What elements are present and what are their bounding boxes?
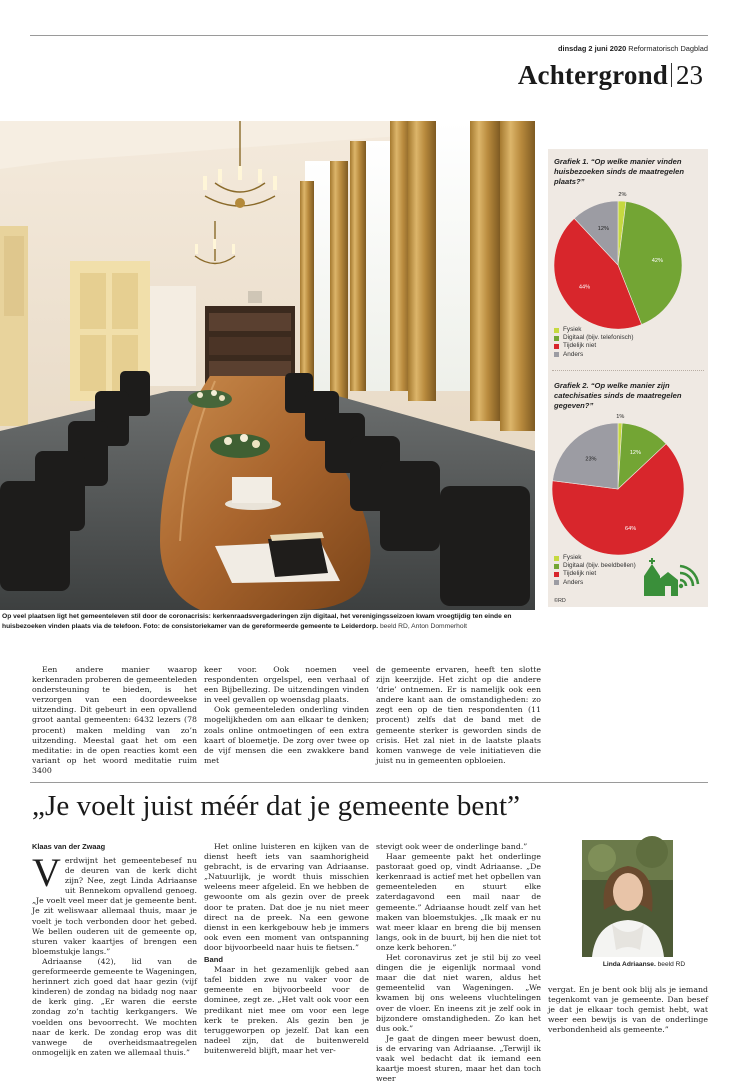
chart1-title <box>554 157 704 186</box>
chart1-legend-item-0 <box>554 326 704 334</box>
header-dateline <box>470 44 708 53</box>
feature-headline: „Je voelt juist méér dat je gemeente bent” <box>32 790 521 822</box>
feature-col1-p1-text: erdwijnt het gemeentebesef nu de deuren van de kerk dicht zijn? Nee, zegt Linda Adriaanse uit Bennekom opvallend genoeg. „Je voelt veel meer dat je gemeente bent. Je zit weliswaar allemaal thuis, maar je voelt je toch verbonden door het gebed. We bellen ouderen uit de gemeente op, sturen vaker kaartjes of brengen een bloemstukje langs.” <box>32 856 197 956</box>
top-rule <box>30 35 708 36</box>
chart1-slice-label-1: 42% <box>651 258 663 265</box>
feature-col3-p3: Je gaat de dingen meer bewust doen, is de ervaring van Adriaanse. „Terwijl ik vaak wel bedacht dat ik iemand een kaartje moest sturen, maar het dan toch weer <box>376 1033 541 1084</box>
feature-col3-p0: stevigt ook weer de onderlinge band.” <box>376 842 528 851</box>
consistory-room-photo <box>0 121 535 610</box>
chart2-legend-swatch-3 <box>554 580 559 585</box>
feature-col2-p1: Het online luisteren en kijken van de dienst heeft iets van saamhorigheid gebracht, is de ervaring van Adriaanse. „Natuurlijk, je wordt thuis misschien weleens meer afgeleid. En we hebben de gewoonte om als gezin over de preek door te praten. Dat doe je nu niet meer direct na de preek. Na een gewone dienst in een kerkgebouw heb je immers ook even een moment van ontspanning door bijvoorbeeld naar huis te fietsen.” <box>204 842 369 952</box>
feature-col3 <box>376 842 541 1084</box>
chart1-legend-item-2 <box>554 342 704 350</box>
portrait-caption <box>580 961 708 968</box>
feature-col1-p2: Adriaanse (42), lid van de gereformeerde gemeente te Wageningen, herinnert zich goed dat haar gezin (vijf kinderen) de zondag na bidadg nog naar de kerk ging. „Er waren die eerste zondag zo’n tachtig kerkgangers. We voelden ons bevoorrecht. We mochten naar de kerk. De zondag erop was dit vanwege de overheidsmaatregelen onmogelijk en zaten we allemaal thuis.” <box>32 956 197 1057</box>
church-wifi-icon <box>640 558 698 596</box>
chart1-legend-item-3 <box>554 351 704 359</box>
chart2-pie <box>548 415 708 559</box>
feature-col4 <box>548 985 708 1035</box>
top-article-col2 <box>204 665 369 766</box>
feature-dropcap: V <box>32 850 61 895</box>
top-article-col2-text-b: Ook gemeenteleden onderling vinden mogelijkheden om aan elkaar te denken; zoals online ontmoetingen of een extra kaart of bloemetje. De zorg over twee op de vijf mensen die een zwakkere band met <box>204 705 369 765</box>
section-title: Achtergrond <box>517 60 668 90</box>
page-number: 23 <box>676 60 703 90</box>
charts-panel <box>548 149 708 607</box>
chart1-legend-label-2: Tijdelijk niet <box>563 342 597 350</box>
chart1-legend-swatch-0 <box>554 328 559 333</box>
chart1-legend <box>554 326 704 359</box>
feature-byline: Klaas van der Zwaag <box>32 842 106 851</box>
chart2-slice-label-0: 1% <box>616 414 625 421</box>
portrait-photo <box>582 840 673 957</box>
header-date: dinsdag 2 juni 2020 <box>558 44 627 53</box>
chart1-legend-swatch-3 <box>554 352 559 357</box>
photo-caption-credit: beeld RD, Anton Dommerholt <box>378 622 467 630</box>
feature-col1 <box>32 850 197 1058</box>
feature-col2-subheading: Band <box>204 955 223 965</box>
chart2-legend-label-3: Anders <box>563 578 584 586</box>
chart1-legend-label-3: Anders <box>563 350 584 358</box>
feature-col3-p2: Het coronavirus zet je stil bij zo veel dingen die je eigenlijk normaal vond maar die dat niet waren, aldus het gemeentelid van Wageningen. „We kwamen bij ons weleens vluchtelingen over de vloer. En ineens zit je zelf ook in bijzondere omstandigheden. Zo kan het dus ook.” <box>376 953 541 1033</box>
chart1-slice-label-0: 2% <box>618 192 627 199</box>
chart1-title-lead: Grafiek 1. <box>554 157 589 166</box>
top-article-col3 <box>376 665 541 766</box>
charts-credit: ©RD <box>554 598 566 604</box>
chart2-slice-label-1: 12% <box>629 449 642 456</box>
feature-col4-text: vergat. En je bent ook blij als je iemand tegenkomt van je gemeente. Dan besef je dat je elkaar toch gemist hebt, wat weer een bewijs is van de onderlinge verbondenheid als gemeente.” <box>548 985 708 1035</box>
feature-col2 <box>204 842 369 1056</box>
portrait-credit: beeld RD <box>655 961 686 968</box>
chart1-pie <box>548 193 708 333</box>
chart1-slice-label-2: 44% <box>578 284 591 291</box>
chart1-legend-swatch-2 <box>554 344 559 349</box>
chart2-legend-label-2: Tijdelijk niet <box>563 570 597 578</box>
chart2-title <box>554 381 704 410</box>
article-divider <box>30 782 708 783</box>
chart1-title-text: “Op welke manier vinden huisbezoeken sinds de maatregelen plaats?” <box>554 157 684 186</box>
chart2-slice-label-2: 64% <box>625 525 637 532</box>
chart1-slice-label-3: 12% <box>597 226 609 233</box>
top-article-col1 <box>32 665 197 776</box>
chart1-legend-label-1: Digitaal (bijv. telefonisch) <box>563 334 634 342</box>
section-separator <box>671 63 672 87</box>
header-newspaper: Reformatorisch Dagblad <box>628 44 708 53</box>
chart1-legend-item-1 <box>554 334 704 342</box>
chart2-legend-label-0: Fysiek <box>563 554 582 561</box>
chart2-legend-label-1: Digitaal (bijv. beeldbellen) <box>563 562 636 570</box>
chart2-title-lead: Grafiek 2. <box>554 381 589 390</box>
chart1-legend-label-0: Fysiek <box>563 326 582 333</box>
feature-col1-p1 <box>32 850 197 957</box>
chart-separator <box>552 370 704 371</box>
feature-col3-p1: Haar gemeente pakt het onderlinge pastoraat goed op, vindt Adriaanse. „De kerkenraad is actief met het opbellen van gemeenteleden en stuurt elke zaterdagavond een mail naar de gemeente.” Adriaanse houdt zelf van het maken van bloemstukjes. „Ik maak er nu wat meer klaar en breng die bij mensen langs, ook in de buurt, bij hen die niet tot onze kerk behoren.” <box>376 852 541 952</box>
chart2-legend-swatch-0 <box>554 556 559 561</box>
chart2-slice-label-3: 23% <box>585 456 597 463</box>
portrait-name: Linda Adriaanse. <box>602 961 656 968</box>
top-article-col1-text: Een andere manier waarop kerkenraden proberen de gemeenteleden ondersteuning te bieden, is het verzorgen van een doordeweekse uitzending. Dit gebeurt in een opvallend groot aantal gemeenten: 6432 lezers (78 procent) maken melding van zo’n uitzending. Meestal gaat het om een meditatie: in de open reacties komt een variant op het woord meditatie ruim 3400 <box>32 665 197 775</box>
photo-caption-text: Op veel plaatsen ligt het gemeenteleven stil door de coronacrisis: kerkenraadsvergaderingen zijn digitaal, het verenigingsseizoen kwam vroegtijdig ten einde en huisbezoeken vinden plaats via de telefoon. Foto: de consistoriekamer van de gereformeerde gemeente te Leiderdorp. <box>2 613 512 630</box>
chart2-title-text: “Op welke manier zijn catechisaties sinds de maatregelen gegeven?” <box>554 381 682 410</box>
feature-col2-p2: Maar in het gezamenlijk gebed aan tafel bidden zwe nu vaker voor de gemeente en bijvoorbeeld voor de dominee, zegt ze. „Het valt ook voor een predikant niet mee om voor een lege kerk te preken. Als gezin ben je teruggeworpen op jezelf. Dat kan een nadeel zijn, dat de buitenwereld buitenwereld blijft, maar het ver- <box>204 965 369 1055</box>
photo-caption <box>2 612 535 631</box>
chart1-legend-swatch-1 <box>554 336 559 341</box>
top-article-col3-text: de gemeente ervaren, heeft ten slotte zijn keerzijde. Het zicht op die andere ‘drie’ ontnemen. Er is namelijk ook een andere kant aan de omstandigheden: zo zegt een op de tien respondenten (11 procent) zelfs dat de band met de gemeente sterker is geworden sinds de crisis. Het zal niet in de laatste plaats komen vanwege de vele initiatieven die juist nu in gemeenten opbloeien. <box>376 665 541 765</box>
top-article-col2-text-a: keer voor. Ook noemen veel respondenten orgelspel, een verhaal of een Bijbellezing. De uitzendingen vinden in veel gevallen op woensdag plaats. <box>204 665 369 705</box>
chart2-legend-swatch-1 <box>554 564 559 569</box>
chart2-legend-swatch-2 <box>554 572 559 577</box>
